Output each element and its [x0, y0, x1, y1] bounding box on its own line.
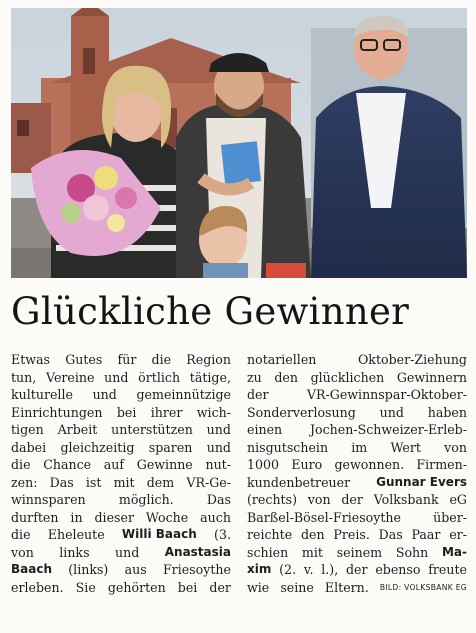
- headline: Glückliche Gewinner: [11, 290, 410, 333]
- word: Gutes: [65, 352, 103, 367]
- word: haben: [427, 404, 467, 420]
- word: Anastasia: [164, 544, 231, 559]
- word: auch: [200, 509, 231, 525]
- article-column-left: [11, 351, 231, 623]
- word: Friesoythe: [162, 562, 231, 577]
- word: Etwas: [11, 352, 51, 367]
- word: aus: [124, 562, 147, 577]
- word: den: [274, 369, 298, 385]
- word: (2.: [279, 562, 297, 577]
- article-body: [11, 351, 467, 623]
- text-line: [247, 386, 467, 404]
- word: schien: [247, 544, 289, 560]
- word: VR-Gewinnspar-Oktober-: [306, 387, 467, 402]
- word: Volksbank: [373, 492, 439, 507]
- word: der: [346, 562, 368, 577]
- word: freute: [428, 562, 467, 577]
- word: seinem: [336, 544, 383, 560]
- word: die: [11, 527, 31, 542]
- word: bei: [177, 579, 198, 595]
- word: und: [206, 422, 231, 437]
- word: Einrichtungen: [11, 404, 103, 420]
- text-line: [11, 509, 231, 527]
- word: Jochen-Schweizer-Erleb-: [309, 422, 467, 437]
- word: wie: [247, 579, 270, 595]
- text-line: [11, 561, 231, 579]
- word: die: [11, 457, 31, 472]
- word: (rechts): [247, 492, 297, 507]
- word: im: [351, 439, 368, 455]
- word: seine: [280, 579, 314, 595]
- word: Gewinnern: [396, 369, 467, 385]
- text-line: [247, 509, 467, 527]
- word: (3.: [214, 527, 231, 542]
- word: Eheleute: [47, 527, 105, 542]
- word: von: [444, 439, 467, 455]
- word: sparen: [148, 439, 193, 455]
- word: links: [59, 544, 90, 560]
- word: bei: [116, 404, 137, 420]
- word: Arbeit: [57, 422, 98, 437]
- text-line: [11, 526, 231, 544]
- text-line: [11, 544, 231, 562]
- word: Sonderverlosung: [247, 404, 356, 420]
- text-line: [247, 421, 467, 439]
- text-line: [11, 404, 231, 422]
- word: (links): [68, 562, 109, 577]
- word: mit: [301, 544, 323, 560]
- word: und: [206, 439, 231, 455]
- word: möglich.: [118, 492, 174, 507]
- word: gewonnen.: [334, 457, 405, 472]
- word: nut-: [205, 457, 231, 472]
- word: Firmen-: [416, 457, 467, 472]
- word: erleben.: [11, 579, 64, 595]
- word: Gunnar Evers: [376, 474, 467, 489]
- text-line: [247, 579, 467, 597]
- word: er-: [449, 527, 467, 542]
- word: zu: [247, 369, 262, 385]
- text-line: [11, 474, 231, 492]
- text-line: [11, 579, 231, 597]
- word: und: [114, 544, 140, 560]
- word: Region: [186, 352, 231, 367]
- word: dabei: [11, 439, 47, 455]
- word: von: [11, 544, 34, 560]
- word: unterstützen: [111, 422, 193, 437]
- word: der: [209, 579, 231, 595]
- text-line: [11, 439, 231, 457]
- text-line: [247, 456, 467, 474]
- word: tätige,: [189, 369, 231, 385]
- word: in: [70, 509, 83, 525]
- word: Das: [378, 527, 403, 542]
- word: tun,: [11, 369, 37, 385]
- word: der: [247, 387, 269, 402]
- article-photo: [11, 8, 467, 278]
- word: VR-Ge-: [186, 474, 231, 490]
- text-line: [247, 369, 467, 387]
- photo-illustration: [11, 8, 467, 278]
- text-line: [11, 386, 231, 404]
- text-line: [247, 526, 467, 544]
- word: und: [104, 369, 129, 385]
- word: einen: [247, 422, 283, 437]
- word: v.: [303, 562, 314, 577]
- word: Wert: [390, 439, 421, 455]
- word: l.),: [321, 562, 339, 577]
- word: und: [92, 387, 117, 402]
- word: gleichzeitig: [60, 439, 135, 455]
- word: Willi Baach: [121, 527, 197, 541]
- text-line: [247, 404, 467, 422]
- word: Ma-: [441, 544, 467, 559]
- article-column-right: [247, 351, 467, 623]
- word: Sohn: [395, 544, 429, 560]
- word: gehörten: [107, 579, 166, 595]
- word: auf: [103, 457, 125, 472]
- word: eG: [449, 492, 467, 507]
- text-line: [11, 369, 231, 387]
- word: Oktober-Ziehung: [357, 352, 467, 367]
- text-line: [11, 456, 231, 474]
- text-line: [11, 351, 231, 369]
- word: Vereine: [46, 369, 95, 385]
- word: dieser: [94, 509, 134, 525]
- text-line: [247, 474, 467, 492]
- word: Woche: [145, 509, 189, 525]
- word: für: [117, 352, 137, 367]
- text-line: [247, 491, 467, 509]
- word: Gewinne: [136, 457, 193, 472]
- word: Das: [206, 492, 231, 507]
- word: Barßel-Bösel-Friesoythe: [247, 509, 401, 525]
- word: Preis.: [333, 527, 370, 542]
- word: reichte: [247, 527, 293, 542]
- word: tigen: [11, 422, 44, 437]
- word: der: [341, 492, 363, 507]
- word: 1000: [247, 457, 280, 472]
- word: durften: [11, 509, 59, 525]
- text-line: [247, 544, 467, 562]
- word: von: [307, 492, 331, 507]
- word: BILD: VOLKSBANK EG: [379, 582, 467, 592]
- word: winnsparen: [11, 492, 86, 507]
- word: glücklichen: [310, 369, 385, 385]
- word: über-: [433, 509, 467, 525]
- text-line: [11, 421, 231, 439]
- word: Paar: [411, 527, 441, 542]
- word: die: [151, 352, 172, 367]
- word: Eltern.: [324, 579, 369, 595]
- text-line: [247, 561, 467, 579]
- word: Sie: [75, 579, 96, 595]
- word: kundenbetreuer: [247, 474, 351, 490]
- word: notariellen: [247, 352, 317, 367]
- text-line: [247, 351, 467, 369]
- word: xim: [247, 562, 272, 576]
- word: nisgutschein: [247, 439, 329, 455]
- word: dem: [146, 474, 175, 490]
- word: und: [379, 404, 404, 420]
- word: Chance: [43, 457, 92, 472]
- word: kulturelle: [11, 387, 73, 402]
- word: Euro: [291, 457, 323, 472]
- word: Baach: [11, 562, 52, 576]
- word: zen:: [11, 474, 38, 490]
- word: den: [300, 527, 325, 542]
- word: ebenso: [375, 562, 421, 577]
- word: ihrer: [150, 404, 183, 420]
- word: Das: [49, 474, 74, 490]
- word: mit: [113, 474, 135, 490]
- word: wich-: [196, 404, 231, 420]
- word: ist: [85, 474, 102, 490]
- text-line: [247, 439, 467, 457]
- word: gemeinnützige: [136, 387, 231, 402]
- text-line: [11, 491, 231, 509]
- word: örtlich: [138, 369, 181, 385]
